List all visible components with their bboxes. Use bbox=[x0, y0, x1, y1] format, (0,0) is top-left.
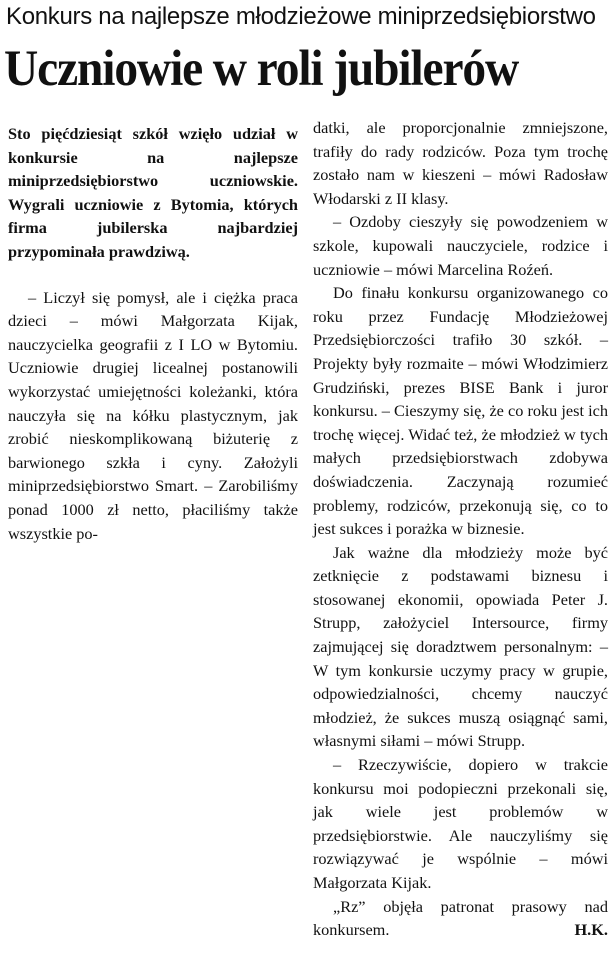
article-closing-text: „Rz” objęła patronat prasowy nad konkursem. bbox=[313, 896, 608, 940]
article-paragraph: – Ozdoby cieszyły się powodzeniem w szkole, kupowali nauczyciele, rodzice i uczniowie – mówi Marcelina Roźeń. bbox=[313, 212, 608, 279]
article-paragraph: – Liczył się pomysł, ale i ciężka praca dzieci – mówi Małgorzata Kijak, nauczycielka geografii z I LO w Bytomiu. Uczniowie drugiej licealnej postanowili wykorzystać umiejętności koleżanki, która nauczyła się na kółku plastycznym, jak zrobić nieskomplikowaną biżuterię z barwionego szkła i cyny. Założyli miniprzedsiębiorstwo Smart. – Zarobiliśmy ponad 1000 zł netto, płaciliśmy także wszystkie po- bbox=[8, 287, 298, 543]
article-paragraph: Do finału konkursu organizowanego co roku przez Fundację Młodzieżowej Przedsiębiorczości trafiło 30 szkół. – Projekty były rozmaite – mówi Włodzimierz Grudziński, prezes BISE Bank i juror konkursu. – Cieszymy się, że co roku jest ich trochę więcej. Widać też, że młodzież w tych małych przedsiębiorstwach zdobywa doświadczenia. Zaczynają rozumieć problemy, rodziców, przekonują się, co to jest sukces i porażka w biznesie. bbox=[313, 283, 608, 539]
article-paragraph: Jak ważne dla młodzieży może być zetknięcie z podstawami biznesu i stosowanej ekonomii, opowiada Peter J. Strupp, założyciel Intersource, firmy zajmującej się doradztwem personalnym: – W tym konkursie uczymy pracy w grupie, odpowiedzialności, chcemy nauczyć młodzież, że sukces muszą osiągnąć sami, własnymi siłami – mówi Strupp. bbox=[313, 542, 608, 751]
article-paragraph: datki, ale proporcjonalnie zmniejszone, trafiły do rady rodziców. Poza tym trochę zostało nam w kieszeni – mówi Radosław Włodarski z II klasy. bbox=[313, 118, 608, 208]
article-headline: Uczniowie w roli jubilerów bbox=[4, 41, 519, 97]
article-paragraph: – Rzeczywiście, dopiero w trakcie konkursu moi podopieczni przekonali się, jak wiele jest problemów w przedsiębiorstwie. Ale nauczyliśmy się rozwiązywać je wspólnie – mówi Małgorzata Kijak. bbox=[313, 755, 608, 892]
article-byline: H.K. bbox=[574, 920, 608, 940]
article-column-right bbox=[313, 116, 608, 942]
article-kicker: Konkurs na najlepsze młodzieżowe miniprzedsiębiorstwo bbox=[6, 3, 596, 30]
article-column-left bbox=[8, 122, 298, 545]
article-lead: Sto pięćdziesiąt szkół wzięło udział w konkursie na najlepsze miniprzedsiębiorstwo uczniowskie. Wygrali uczniowie z Bytomia, których firma jubilerska najbardziej przypominała prawdziwą. bbox=[8, 124, 298, 261]
article-closing bbox=[313, 895, 608, 942]
